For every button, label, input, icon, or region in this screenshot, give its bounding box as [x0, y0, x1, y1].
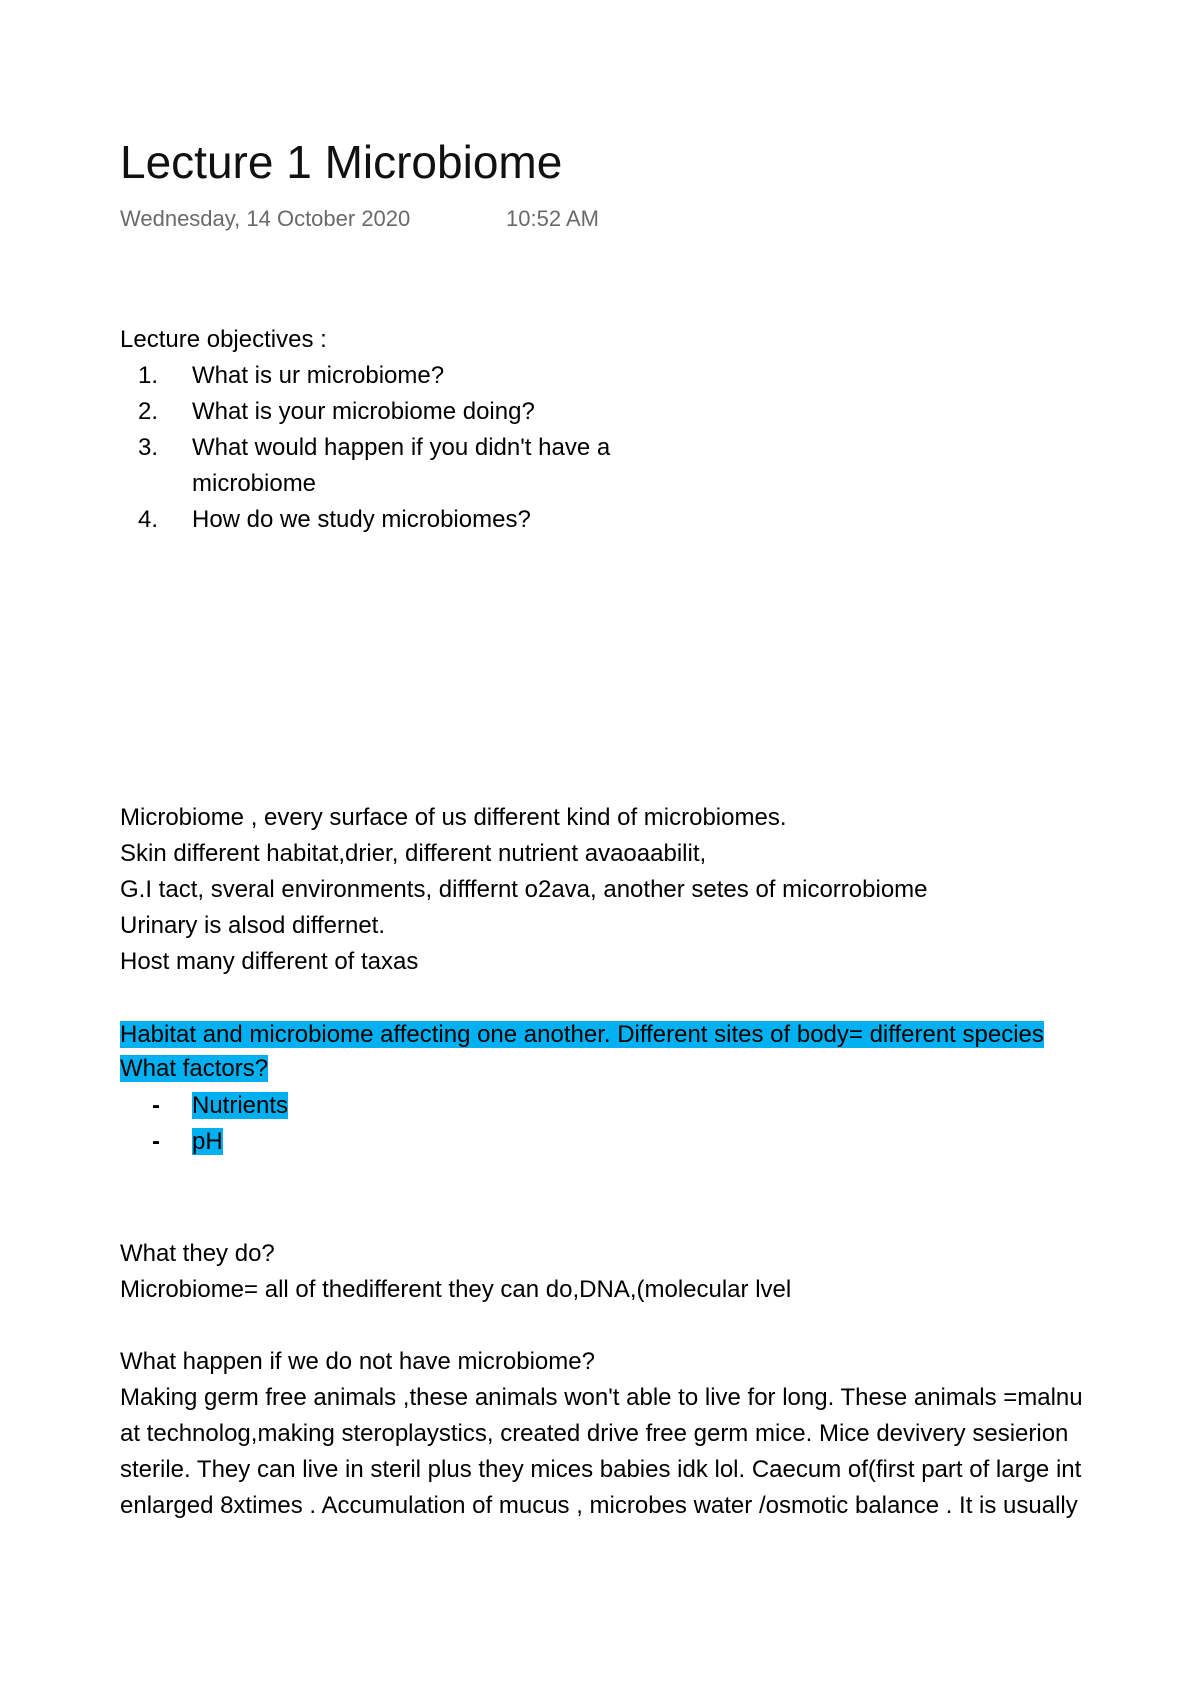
- note-line: What happen if we do not have microbiome?: [120, 1348, 595, 1375]
- objective-number: 2.: [138, 398, 159, 425]
- factor-text: Nutrients: [192, 1092, 289, 1119]
- objectives-list: [120, 358, 712, 538]
- note-line: sterile. They can live in steril plus they mices babies idk lol. Caecum of(first part of large int: [120, 1456, 1082, 1483]
- objective-item: [120, 430, 712, 502]
- objective-number: 1.: [138, 362, 159, 389]
- note-line: at technolog,making steroplaystics, created drive free germ mice. Mice devivery sesierion: [120, 1420, 1069, 1447]
- page-date: Wednesday, 14 October 2020: [120, 206, 411, 231]
- objective-item: [120, 394, 712, 430]
- page-time: 10:52 AM: [506, 206, 599, 231]
- note-line: Skin different habitat,drier, different nutrient avaoaabilit,: [120, 840, 707, 867]
- objective-text: How do we study microbiomes?: [192, 506, 531, 533]
- note-line: enlarged 8xtimes . Accumulation of mucus , microbes water /osmotic balance . It is usually: [120, 1492, 1078, 1519]
- notes-germ-free: [120, 1344, 1083, 1524]
- objective-text: What is your microbiome doing?: [192, 398, 535, 425]
- note-line: Microbiome= all of thedifferent they can do,DNA,(molecular lvel: [120, 1276, 792, 1303]
- objective-text: What is ur microbiome?: [192, 362, 445, 389]
- dash-bullet: -: [152, 1128, 160, 1155]
- factor-text: pH: [192, 1128, 223, 1155]
- note-line: Microbiome , every surface of us different kind of microbiomes.: [120, 804, 787, 831]
- note-line: What they do?: [120, 1240, 275, 1267]
- factor-item: [120, 1124, 288, 1160]
- factor-item: [120, 1088, 288, 1124]
- note-line: Host many different of taxas: [120, 948, 419, 975]
- notes-microbiome-overview: [120, 800, 928, 980]
- objective-text: What would happen if you didn't have a microbiome: [192, 434, 611, 497]
- objective-number: 4.: [138, 506, 159, 533]
- objectives-heading-text: Lecture objectives :: [120, 326, 327, 353]
- objectives-heading: [120, 322, 327, 358]
- objective-item: [120, 502, 712, 538]
- note-line: Urinary is alsod differnet.: [120, 912, 386, 939]
- notes-what-they-do: [120, 1236, 791, 1308]
- objective-item: [120, 358, 712, 394]
- highlighted-notes: [120, 1018, 1044, 1086]
- note-line: G.I tact, sveral environments, difffernt o2ava, another setes of micorrobiome: [120, 876, 928, 903]
- note-line: Making germ free animals ,these animals won't able to live for long. These animals =malnu: [120, 1384, 1083, 1411]
- factors-list: [120, 1088, 288, 1160]
- objective-number: 3.: [138, 434, 159, 461]
- highlighted-line: Habitat and microbiome affecting one another. Different sites of body= different species: [120, 1021, 1044, 1048]
- dash-bullet: -: [152, 1092, 160, 1119]
- page-title: Lecture 1 Microbiome: [120, 136, 563, 188]
- highlighted-line: What factors?: [120, 1055, 269, 1082]
